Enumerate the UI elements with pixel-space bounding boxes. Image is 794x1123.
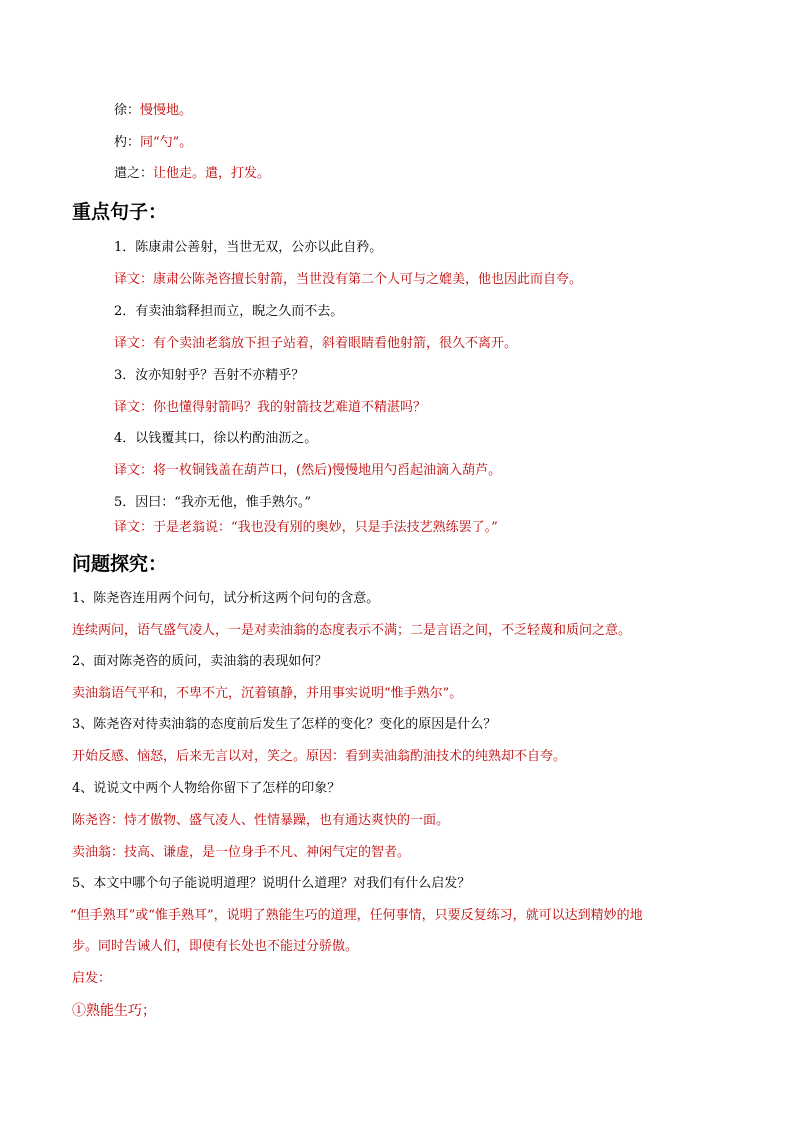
vocab-item xyxy=(114,134,192,152)
sentence-translation: 译文：康肃公陈尧咨擅长射箭，当世没有第二个人可与之媲美，他也因此而自夸。 xyxy=(114,272,583,287)
answer-text: 陈尧咨：恃才傲物、盛气凌人、性情暴躁，也有通达爽快的一面。 xyxy=(72,813,450,828)
vocab-item xyxy=(114,102,192,120)
vocab-item xyxy=(114,165,270,183)
inspiration-item: ①熟能生巧； xyxy=(72,1003,156,1019)
vocab-definition: 同“勺”。 xyxy=(140,135,193,150)
sentence-text: 1．陈康肃公善射，当世无双，公亦以此自矜。 xyxy=(114,240,383,255)
sentence-translation: 译文：于是老翁说：“我也没有别的奥妙，只是手法技艺熟练罢了。” xyxy=(114,520,498,535)
question-text: 3、陈尧咨对待卖油翁的态度前后发生了怎样的变化？变化的原因是什么？ xyxy=(72,717,497,732)
vocab-definition: 让他走。遣，打发。 xyxy=(153,166,271,181)
sentence-text: 2．有卖油翁释担而立，睨之久而不去。 xyxy=(114,304,344,319)
answer-text: 连续两问，语气盛气凌人，一是对卖油翁的态度表示不满；二是言语之间，不乏轻蔑和质问之意。 xyxy=(72,623,632,638)
answer-text: “但手熟耳”或“惟手熟耳”，说明了熟能生巧的道理，任何事情，只要反复练习，就可以达到精妙的地 xyxy=(70,908,643,923)
question-text: 2、面对陈尧咨的质问，卖油翁的表现如何？ xyxy=(72,654,328,669)
answer-text: 步。同时告诫人们，即使有长处也不能过分骄傲。 xyxy=(72,939,359,954)
sentence-translation: 译文：有个卖油老翁放下担子站着，斜着眼睛看他射箭，很久不离开。 xyxy=(114,336,518,351)
question-text: 4、说说文中两个人物给你留下了怎样的印象？ xyxy=(72,781,341,796)
section-heading-key-sentences: 重点句子： xyxy=(72,201,168,223)
vocab-term: 徐： xyxy=(114,103,141,118)
vocab-term: 杓： xyxy=(114,135,141,150)
question-text: 5、本文中哪个句子能说明道理？说明什么道理？对我们有什么启发？ xyxy=(72,876,471,891)
answer-text: 卖油翁：技高、谦虚，是一位身手不凡、神闲气定的智者。 xyxy=(72,845,411,860)
inspiration-label: 启发： xyxy=(72,971,112,986)
sentence-text: 4．以钱覆其口，徐以杓酌油沥之。 xyxy=(114,431,318,446)
sentence-translation: 译文：你也懂得射箭吗？我的射箭技艺难道不精湛吗？ xyxy=(114,400,427,415)
section-heading-questions: 问题探究： xyxy=(72,553,168,575)
question-text: 1、陈尧咨连用两个问句，试分析这两个问句的含意。 xyxy=(72,591,380,606)
answer-text: 开始反感、恼怒，后来无言以对，笑之。原因：看到卖油翁酌油技术的纯熟却不自夸。 xyxy=(72,749,567,764)
answer-text: 卖油翁语气平和，不卑不亢，沉着镇静，并用事实说明“惟手熟尔”。 xyxy=(72,686,463,701)
sentence-text: 5．因曰：“我亦无他，惟手熟尔。” xyxy=(114,495,312,510)
sentence-text: 3．汝亦知射乎？吾射不亦精乎？ xyxy=(114,368,305,383)
sentence-translation: 译文：将一枚铜钱盖在葫芦口，(然后)慢慢地用勺舀起油滴入葫芦。 xyxy=(114,463,502,478)
vocab-term: 遣之： xyxy=(114,166,154,181)
vocab-definition: 慢慢地。 xyxy=(140,103,193,118)
